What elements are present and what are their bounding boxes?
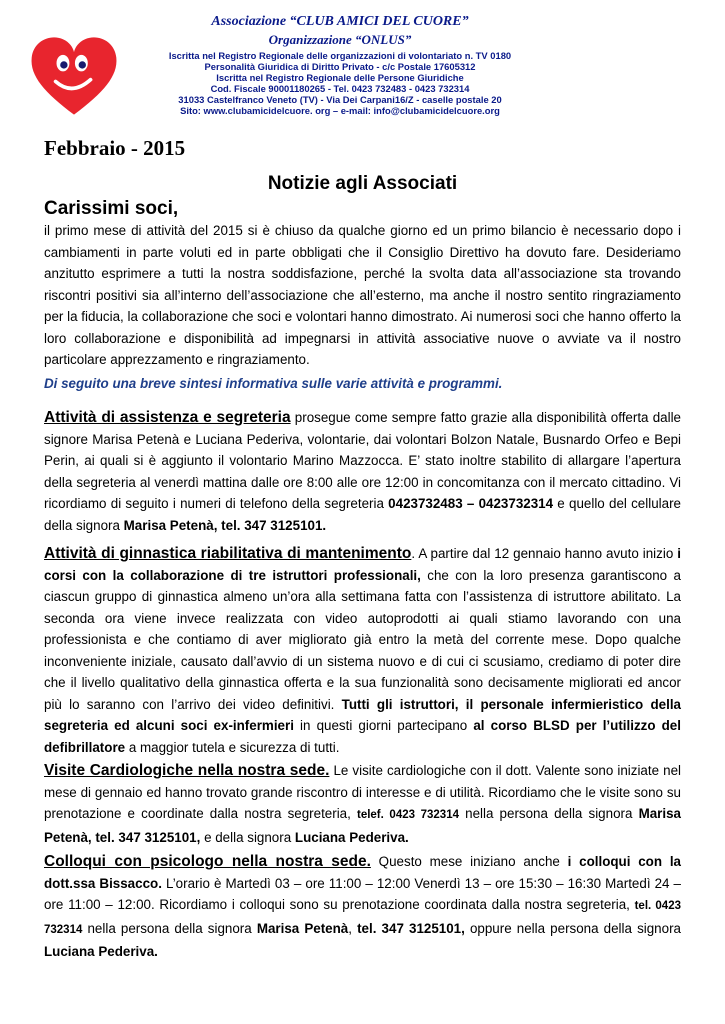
bold-text: i colloqui con la dott.ssa Bissacco. [44, 854, 681, 891]
phone-number: tel. 347 3125101, [357, 920, 465, 936]
contact-name: Luciana Pederiva. [44, 944, 158, 959]
bold-text: Tutti gli istruttori, il personale infermieristico della segreteria ed alcuni soci ex-infermieri [44, 696, 681, 733]
page-title: Notizie agli Associati [267, 173, 458, 194]
detail-line: Cod. Fiscale 90001180265 - Tel. 0423 732483 - 0423 732314 [210, 83, 470, 94]
section-gymnastics [44, 543, 681, 758]
phone-number: telef. 0423 732314 [356, 809, 459, 821]
contact-name: Marisa Petenà, tel. 347 3125101. [123, 517, 327, 533]
text: L’orario è Martedì 03 – ore 11:00 – 12:00 Venerdì 13 – ore 15:30 – 16:30 Martedì 24 – ore 11:00 – 12:00. Ricordiamo i colloqui sono su prenotazione coordinata dalla nostra segreteria, [44, 875, 681, 912]
text: oppure nella persona della signora [464, 920, 681, 936]
association-title: Associazione “CLUB AMICI DEL CUORE” [211, 14, 469, 29]
greeting: Carissimi soci, [44, 198, 179, 219]
detail-line: Personalità Giuridica di Diritto Privato - c/c Postale 17605312 [204, 61, 476, 72]
association-subtitle: Organizzazione “ONLUS” [268, 32, 412, 47]
contact-name: Marisa Petenà, tel. 347 3125101, [44, 806, 681, 845]
smiling-heart-icon [28, 30, 120, 122]
text: nella persona della signora [82, 920, 257, 936]
text: a maggior tutela e sicurezza di tutti. [125, 739, 340, 755]
text: e quello del cellulare della signora [44, 496, 681, 533]
text: prosegue come sempre fatto grazie alla disponibilità offerta dalle signore Marisa Petenà e Luciana Pederiva, volontarie, dai volontari Bolzon Natale, Busnardo Orfeo e Bepi Perin, ai quali si è aggiunto il volontario Marino Mazzocca. E’ stato inoltre stabilito di allargare l’apertura della segreteria al venerdì mattina dalle ore 8:00 alle ore 12:00 in concomitanza con il mercato cittadino. Vi ricordiamo di seguito i numeri di telefono della segreteria [44, 410, 681, 511]
text: in questi giorni partecipano [293, 718, 474, 733]
bold-text: i corsi con la collaborazione di tre istruttori professionali, [44, 546, 681, 583]
section-title: Attività di assistenza e segreteria [44, 409, 291, 426]
text: , [348, 920, 358, 936]
website-email-line: Sito: www.clubamicidelcuore. org – e-mail: info@clubamicidelcuore.org [180, 105, 500, 116]
text: Le visite cardiologiche con il dott. Valente sono iniziate nel mese di gennaio ed hanno trovato grande riscontro di interesse e di utilità. Ricordiamo che le visite sono su prenotazione e coordinate dalla nostra segreteria, [44, 763, 681, 821]
section-title: Attività di ginnastica riabilitativa di mantenimento [44, 545, 412, 562]
summary-line: Di seguito una breve sintesi informativa sulle varie attività e programmi. [44, 376, 503, 391]
phone-number: tel. 0423 732314 [44, 900, 681, 936]
contact-name: Marisa Petenà [256, 920, 349, 936]
text: Questo mese iniziano anche [370, 854, 568, 869]
phone-numbers: 0423732483 – 0423732314 [388, 496, 554, 511]
section-assistance [44, 407, 681, 536]
section-title: Visite Cardiologiche nella nostra sede. [44, 762, 330, 779]
association-details [130, 50, 550, 116]
bold-text: al corso BLSD per l’utilizzo del defibrillatore [44, 718, 681, 755]
intro-paragraph: il primo mese di attività del 2015 si è chiuso da qualche giorno ed un primo bilancio è necessario dopo i cambiamenti in parte voluti ed in parte obbligati che il Consiglio Direttivo ha dovuto fare. Desideriamo anzitutto esprimere a tutti la nostra soddisfazione, perché la svolta data all’associazione sta trovando riscontri positivi sia all’interno dell’associazione che all’esterno, ma anche il nostro sentito ringraziamento per la fiducia, la collaborazione che soci e volontari hanno dimostrato. Ai numerosi soci che hanno offerto la loro collaborazione e disponibilità ad impegnarsi in attività associative nuove o avviate va il nostro particolare apprezzamento e ringraziamento. [44, 223, 681, 367]
section-psychologist [44, 851, 681, 963]
detail-line: 31033 Castelfranco Veneto (TV) - Via Dei Carpani16/Z - caselle postale 20 [178, 94, 502, 105]
detail-line: Iscritta nel Registro Regionale delle Persone Giuridiche [216, 72, 464, 83]
text: . A partire dal 12 gennaio hanno avuto inizio [411, 546, 678, 561]
newsletter-date: Febbraio - 2015 [44, 136, 186, 160]
detail-line: Iscritta nel Registro Regionale delle organizzazioni di volontariato n. TV 0180 [168, 50, 512, 61]
contact-name: Luciana Pederiva. [294, 829, 409, 845]
text: nella persona della signora [459, 806, 639, 821]
section-cardiology [44, 760, 681, 848]
text: che con la loro presenza garantiscono a ciascun gruppo di ginnastica almeno un’ora alla settimana fatta con l’assistenza di istruttore abilitato. La seconda ora viene invece realizzata con video autoprodotti ai quali stiamo lavorando con una professionista e che contiamo di aver migliorato già entro la metà del corrente mese. Dopo qualche inconveniente iniziale, causato dall’avvio di un sistema nuovo e di cui ci scusiamo, crediamo di poter dire che il livello qualitativo della ginnastica offerta e la sua funzionalità sono decisamente migliorati ed ancor più lo saranno con l’arrivo dei video definitivi. [44, 567, 681, 712]
section-title: Colloqui con psicologo nella nostra sede. [44, 853, 371, 870]
text: e della signora [200, 829, 295, 845]
